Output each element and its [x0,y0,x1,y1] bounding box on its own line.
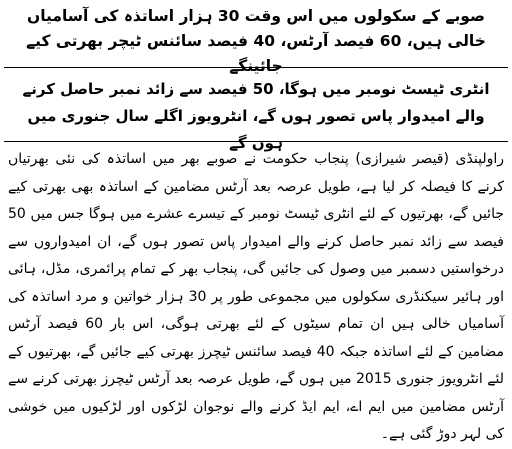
subheadline: انٹری ٹیسٹ نومبر میں ہوگا، 50 فیصد سے زائد نمبر حاصل کرنے والے امیدوار پاس تصور ہوں گے، انٹرویوز اگلے سال جنوری میں ہوں گے [22,80,490,152]
divider-bottom [4,141,508,142]
article-paragraph: راولپنڈی (قیصر شیرازی) پنجاب حکومت نے صوبے بھر میں اساتذہ کی نئی بھرتیاں کرنے کا فیصلہ کر لیا ہے، طویل عرصہ بعد آرٹس مضامین کے اساتذہ بھی بھرتی کیے جائیں گے، بھرتیوں کے لئے انٹری ٹیسٹ نومبر کے تیسرے عشرے میں ہوگا جس میں 50 فیصد سے زائد نمبر حاصل کرنے والے امیدوار پاس تصور ہوں گے، ان امیدواروں سے درخواستیں دسمبر میں وصول کی جائیں گی، پنجاب بھر کے تمام پرائمری، مڈل، ہائی اور ہائیر سیکنڈری سکولوں میں مجموعی طور پر 30 ہزار خواتین و مرد اساتذہ کی آسامیاں خالی ہیں ان تمام سیٹوں کے لئے بھرتی ہوگی، اس بار 60 فیصد آرٹس مضامین کے لئے اساتذہ جبکہ 40 فیصد سائنس ٹیچرز بھرتی کیے جائیں گے، بھرتیوں کے لئے انٹرویوز جنوری 2015 میں ہوں گے، طویل عرصہ بعد آرٹس ٹیچرز بھرتی کرنے سے آرٹس مضامین میں ایم اے، ایم ایڈ کرنے والے نوجوان لڑکوں اور لڑکیوں میں خوشی کی لہر دوڑ گئی ہے۔ [8,151,504,442]
divider-top [4,67,508,68]
headline: صوبے کے سکولوں میں اس وقت 30 ہزار اساتذہ کی آسامیاں خالی ہیں، 60 فیصد آرٹس، 40 فیصد سائنس ٹیچر بھرتی کیے جائینگے [26,7,486,75]
article-body [0,146,512,449]
